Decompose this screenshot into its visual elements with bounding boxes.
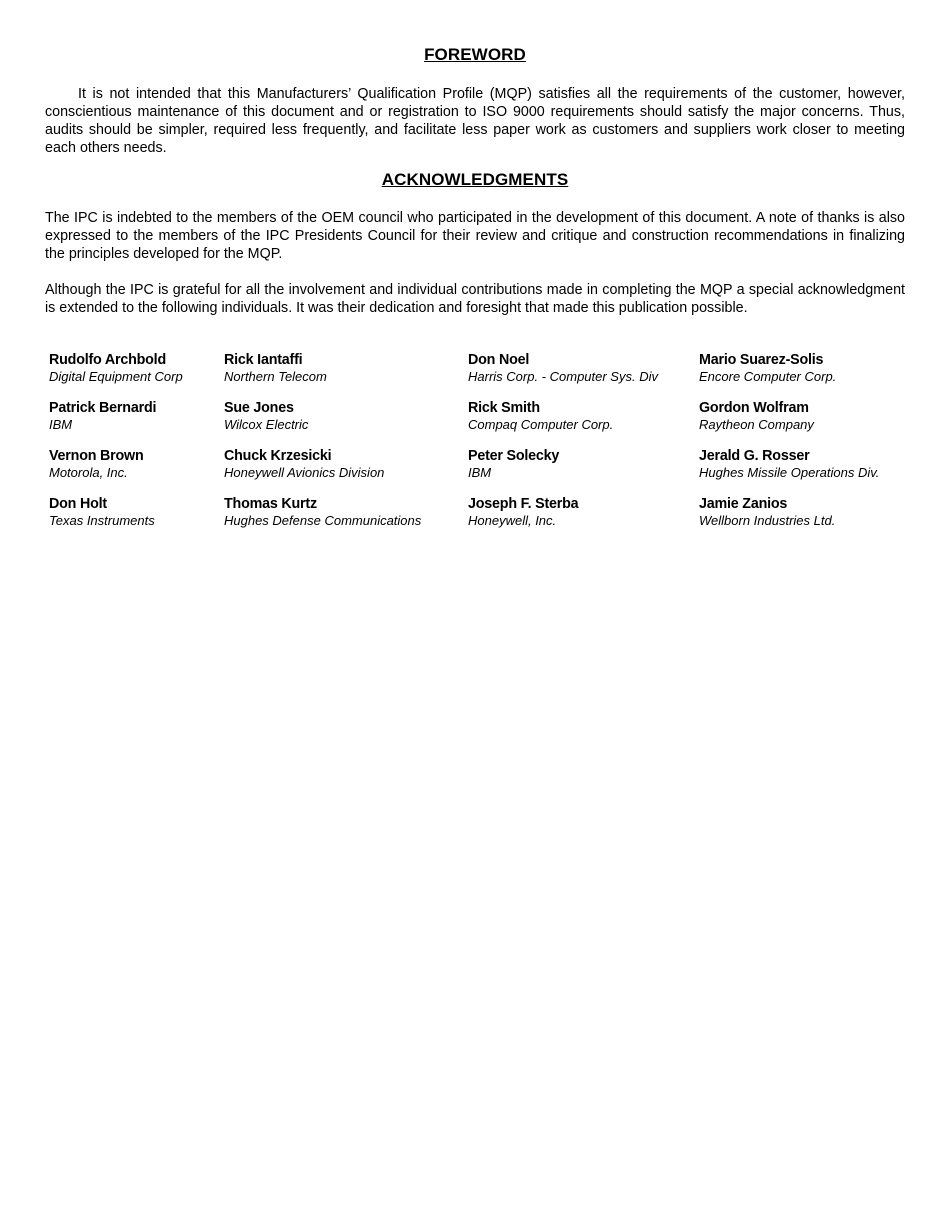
contributor	[699, 496, 835, 529]
contributor-org: Texas Instruments	[49, 513, 155, 528]
contributors-row	[49, 448, 909, 496]
contributors-row	[49, 352, 909, 400]
contributor-org: IBM	[49, 417, 73, 432]
contributor	[49, 352, 183, 385]
acknowledgments-paragraph-1: The IPC is indebted to the members of the OEM council who participated in the development of this document. A note of thanks is also expressed to the members of the IPC Presidents Council for their review and critique and construction recommendations in finalizing the principles developed for the MQP.	[45, 210, 905, 262]
contributor-org: Wilcox Electric	[224, 417, 309, 432]
contributor-name: Vernon Brown	[49, 448, 144, 464]
contributor	[224, 496, 421, 529]
contributor-name: Sue Jones	[224, 400, 294, 416]
contributor-name: Peter Solecky	[468, 448, 560, 464]
contributor	[468, 448, 559, 481]
contributor-name: Don Noel	[468, 352, 530, 368]
contributor-name: Joseph F. Sterba	[468, 496, 579, 512]
contributor-name: Rick Iantaffi	[224, 352, 303, 368]
contributor-name: Jamie Zanios	[699, 496, 788, 512]
foreword-paragraph: It is not intended that this Manufacturers’ Qualification Profile (MQP) satisfies all the requirements of the customer, however, conscientious maintenance of this document and or registration to ISO 9000 requirements should satisfy the major concerns. Thus, audits should be simpler, required less frequently, and facilitate less paper work as customers and suppliers work closer to meeting each others needs.	[45, 86, 905, 156]
contributor-org: Raytheon Company	[699, 417, 814, 432]
contributor-name: Thomas Kurtz	[224, 496, 317, 512]
contributor-org: Hughes Defense Communications	[224, 513, 422, 528]
contributor-org: Hughes Missile Operations Div.	[699, 465, 880, 480]
contributor	[468, 352, 658, 385]
contributor-name: Rick Smith	[468, 400, 540, 416]
contributor	[699, 352, 836, 385]
contributor-name: Gordon Wolfram	[699, 400, 809, 416]
contributor-org: Encore Computer Corp.	[699, 369, 837, 384]
contributor-org: IBM	[468, 465, 492, 480]
contributor	[49, 400, 156, 433]
acknowledgments-paragraph-2: Although the IPC is grateful for all the involvement and individual contributions made in completing the MQP a special acknowledgment is extended to the following individuals. It was their dedication and foresight that made this publication possible.	[45, 282, 905, 316]
foreword-heading: FOREWORD	[424, 45, 526, 64]
contributor-org: Harris Corp. - Computer Sys. Div	[468, 369, 658, 384]
contributor-name: Don Holt	[49, 496, 107, 512]
contributor-name: Patrick Bernardi	[49, 400, 157, 416]
contributor	[468, 400, 613, 433]
contributors-row	[49, 400, 909, 448]
contributor-org: Wellborn Industries Ltd.	[699, 513, 836, 528]
contributor-name: Jerald G. Rosser	[699, 448, 810, 464]
contributors-list	[49, 352, 909, 544]
contributor-name: Mario Suarez-Solis	[699, 352, 824, 368]
contributor-name: Chuck Krzesicki	[224, 448, 332, 464]
contributor	[224, 352, 327, 385]
contributor-org: Honeywell Avionics Division	[224, 465, 385, 480]
contributor	[224, 448, 384, 481]
contributor	[49, 496, 155, 529]
contributors-row	[49, 496, 909, 544]
contributor	[699, 448, 879, 481]
contributor-org: Northern Telecom	[224, 369, 327, 384]
contributor-org: Compaq Computer Corp.	[468, 417, 614, 432]
contributor-org: Honeywell, Inc.	[468, 513, 557, 528]
contributor-org: Digital Equipment Corp	[49, 369, 183, 384]
contributor-name: Rudolfo Archbold	[49, 352, 166, 368]
acknowledgments-heading: ACKNOWLEDGMENTS	[381, 170, 569, 189]
contributor	[468, 496, 578, 529]
contributor	[699, 400, 814, 433]
contributor-org: Motorola, Inc.	[49, 465, 128, 480]
contributor	[224, 400, 308, 433]
contributor	[49, 448, 144, 481]
